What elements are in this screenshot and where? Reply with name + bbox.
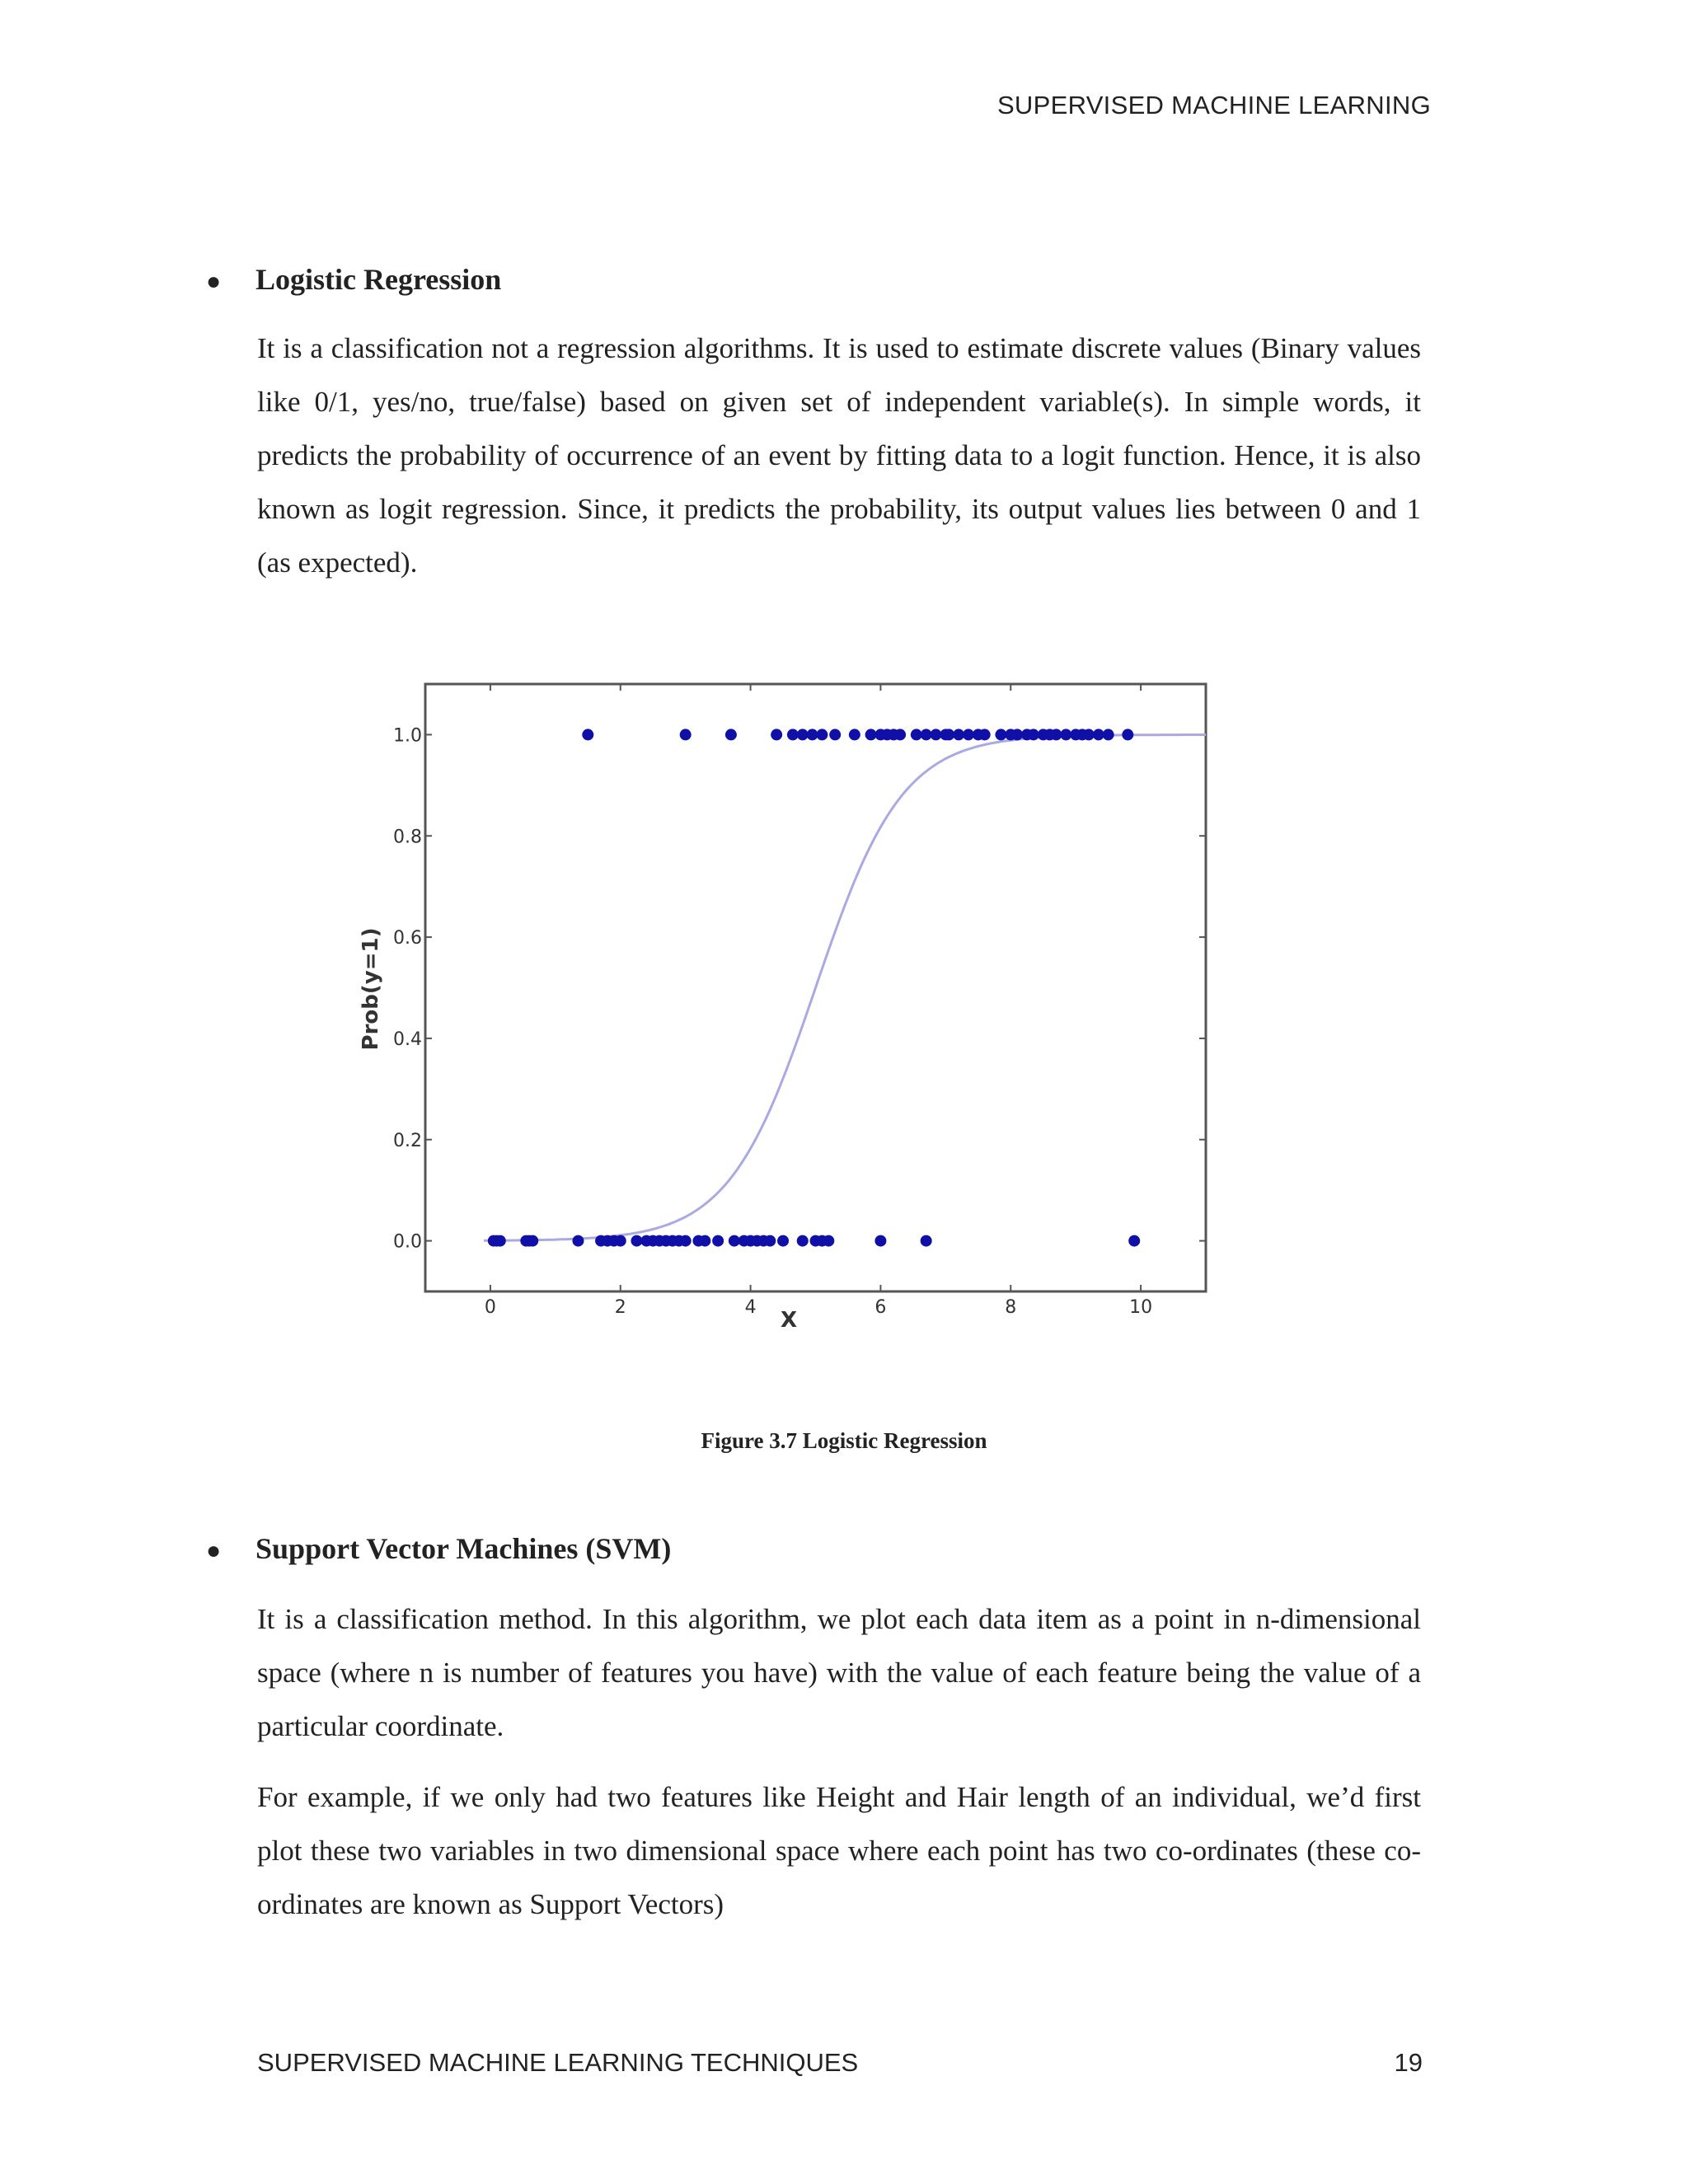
y-tick-label: 0.0 [393,1231,422,1253]
x-axis-label: X [780,1308,798,1333]
data-point-y0 [874,1235,886,1247]
section-title-svm: Support Vector Machines (SVM) [256,1532,672,1565]
section-title-logistic-regression: Logistic Regression [256,263,502,296]
x-tick-label: 0 [484,1297,496,1318]
data-point-y1 [979,729,991,740]
x-tick-label: 6 [874,1297,887,1318]
bullet-icon: ● [206,1537,222,1564]
y-tick-label: 0.2 [393,1130,422,1151]
data-point-y1 [582,729,593,740]
x-tick-label: 10 [1129,1297,1153,1318]
paragraph-svm-2: For example, if we only had two features like Height and Hair length of an individual, we’d first plot these two variables in two dimensional space where each point has two co-ordinates (these co-ordinates are known as Support Vectors) [257,1781,1421,1920]
data-point-y0 [797,1235,809,1247]
running-header: SUPERVISED MACHINE LEARNING [996,91,1431,120]
data-point-y1 [680,729,692,740]
figure-caption: Figure 3.7 Logistic Regression [701,1428,987,1453]
y-axis-label: Prob(y=1) [359,927,383,1051]
data-point-y0 [712,1235,724,1247]
bullet-svm [206,1531,671,1566]
logistic-regression-chart [346,674,1220,1333]
data-point-y0 [572,1235,584,1247]
y-tick-label: 0.8 [393,827,422,848]
paragraph-svm-1: It is a classification method. In this algorithm, we plot each data item as a point in n-dimensional space (where n is number of features you have) with the value of each feature being the value of a particular coordinate. [257,1603,1421,1742]
data-point-y0 [527,1235,538,1247]
data-point-y1 [829,729,841,740]
data-point-y0 [777,1235,789,1247]
x-tick-label: 8 [1005,1297,1017,1318]
y-tick-label: 0.6 [393,928,422,949]
data-point-y1 [1103,729,1114,740]
data-point-y0 [699,1235,710,1247]
y-tick-label: 1.0 [393,725,422,747]
data-point-y1 [1122,729,1133,740]
paragraph-logistic-regression: It is a classification not a regression algorithms. It is used to estimate discrete values (Binary values like 0/1, yes/no, true/false) based on given set of independent variable(s). In simple words, it predicts the probability of occurrence of an event by fitting data to a logit function. Hence, it is also known as logit regression. Since, it predicts the probability, its output values lies between 0 and 1 (as expected). [257,332,1421,579]
data-point-y0 [921,1235,932,1247]
page-number: 19 [1394,2048,1423,2077]
data-point-y1 [849,729,860,740]
data-point-y0 [615,1235,626,1247]
data-point-y1 [816,729,828,740]
data-point-y0 [823,1235,834,1247]
data-point-y1 [894,729,906,740]
y-tick-label: 0.4 [393,1029,422,1050]
x-tick-label: 4 [744,1297,757,1318]
data-point-y0 [764,1235,776,1247]
footer-title: SUPERVISED MACHINE LEARNING TECHNIQUES [257,2048,859,2077]
bullet-icon: ● [206,268,222,295]
data-point-y1 [725,729,737,740]
data-point-y0 [1128,1235,1140,1247]
data-point-y0 [680,1235,692,1247]
data-point-y0 [495,1235,506,1247]
bullet-logistic-regression [206,262,501,297]
x-tick-label: 2 [614,1297,626,1318]
data-point-y1 [771,729,782,740]
